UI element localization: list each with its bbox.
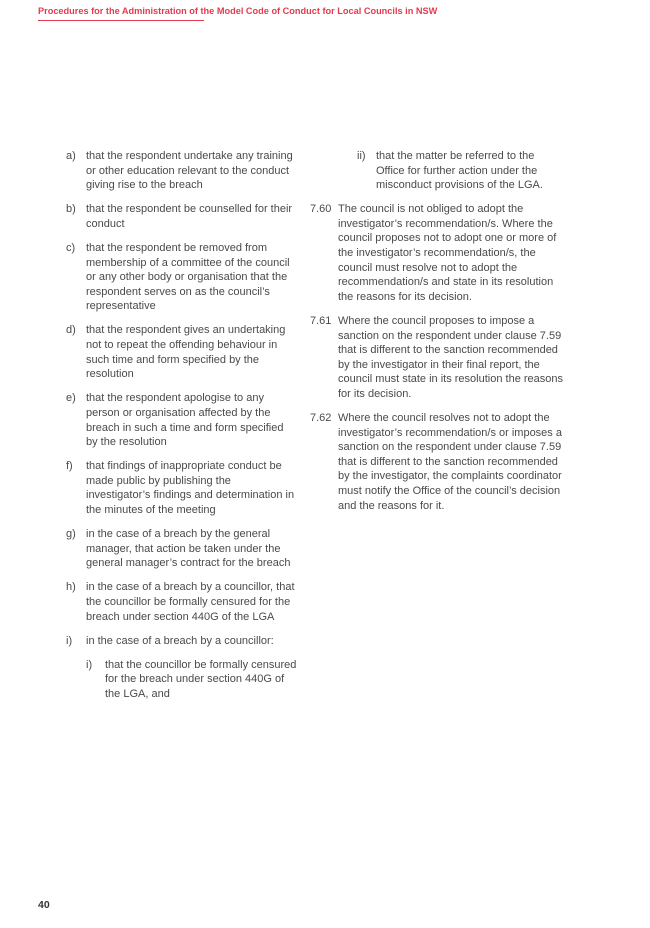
sub-item-text: that the matter be referred to the Office for further action under the misconduct provisions of the LGA. — [376, 150, 543, 192]
left-column — [66, 149, 298, 711]
item-text: in the case of a breach by the general manager, that action be taken under the general manager’s contract for the breach — [86, 528, 291, 570]
item-label: e) — [66, 392, 76, 405]
item-text: that the respondent undertake any training or other education relevant to the conduct giving rise to the breach — [86, 150, 293, 192]
sub-item-ii — [357, 149, 564, 193]
clause-text: The council is not obliged to adopt the investigator’s recommendation/s. Where the council proposes not to adopt one or more of the investigator’s recommendation/s, the council must resolve not to adopt the recommendation/s and state in its resolution the reasons for its decision. — [338, 203, 557, 303]
item-label: c) — [66, 241, 76, 254]
item-text: that the respondent gives an undertaking not to repeat the offending behaviour in such time and form specified by the resolution — [86, 324, 286, 381]
header-rule — [38, 20, 204, 21]
clause-number: 7.60 — [310, 203, 332, 216]
clause-text: Where the council resolves not to adopt the investigator’s recommendation/s or imposes a sanction on the respondent under clause 7.59 that is different to the sanction recommended by the investigator, the complaints coordinator must notify the Office of the council’s decision and the reasons for it. — [338, 412, 562, 512]
item-text: that the respondent be removed from membership of a committee of the council or any other body or organisation that the respondent serves on as the council’s representative — [86, 241, 290, 313]
sub-item-label: ii) — [357, 150, 366, 162]
item-text: that findings of inappropriate conduct be made public by publishing the investigator’s findings and determination in the minutes of the meeting — [86, 460, 295, 516]
item-text: in the case of a breach by a councillor: — [86, 634, 274, 647]
list-item-a — [66, 149, 298, 193]
page-number: 40 — [38, 899, 50, 911]
sub-item-i — [86, 658, 298, 702]
list-item-b — [66, 202, 298, 231]
clause-number: 7.62 — [310, 412, 332, 424]
list-item-i — [66, 634, 298, 649]
item-label: g) — [66, 528, 76, 541]
list-item-c — [66, 241, 298, 314]
list-item-g — [66, 527, 298, 571]
item-text: in the case of a breach by a councillor, that the councillor be formally censured for the breach under section 440G of the LGA — [86, 581, 295, 623]
running-header: Procedures for the Administration of the Model Code of Conduct for Local Councils in NSW — [38, 6, 438, 16]
clause-7-60 — [310, 202, 564, 304]
clause-text: Where the council proposes to impose a sanction on the respondent under clause 7.59 that is different to the sanction recommended by the investigator in their final report, the council must state in its resolution the reasons for its decision. — [338, 314, 564, 400]
sub-item-text: that the councillor be formally censured for the breach under section 440G of the LGA, and — [105, 658, 297, 700]
list-item-f — [66, 459, 298, 517]
item-label: i) — [66, 634, 73, 647]
sub-item-label: i) — [86, 658, 93, 671]
item-label: h) — [66, 581, 76, 594]
item-text: that the respondent apologise to any person or organisation affected by the breach in such a time and form specified by the resolution — [86, 392, 284, 449]
clause-7-61 — [310, 314, 564, 402]
right-column — [310, 149, 564, 523]
item-label: b) — [66, 203, 76, 216]
item-label: a) — [66, 150, 76, 162]
list-item-e — [66, 391, 298, 449]
list-item-d — [66, 323, 298, 381]
clause-number: 7.61 — [310, 314, 332, 327]
item-text: that the respondent be counselled for their conduct — [86, 203, 293, 230]
item-label: d) — [66, 324, 76, 337]
item-label: f) — [66, 460, 73, 473]
clause-7-62 — [310, 411, 564, 513]
list-item-h — [66, 580, 298, 624]
